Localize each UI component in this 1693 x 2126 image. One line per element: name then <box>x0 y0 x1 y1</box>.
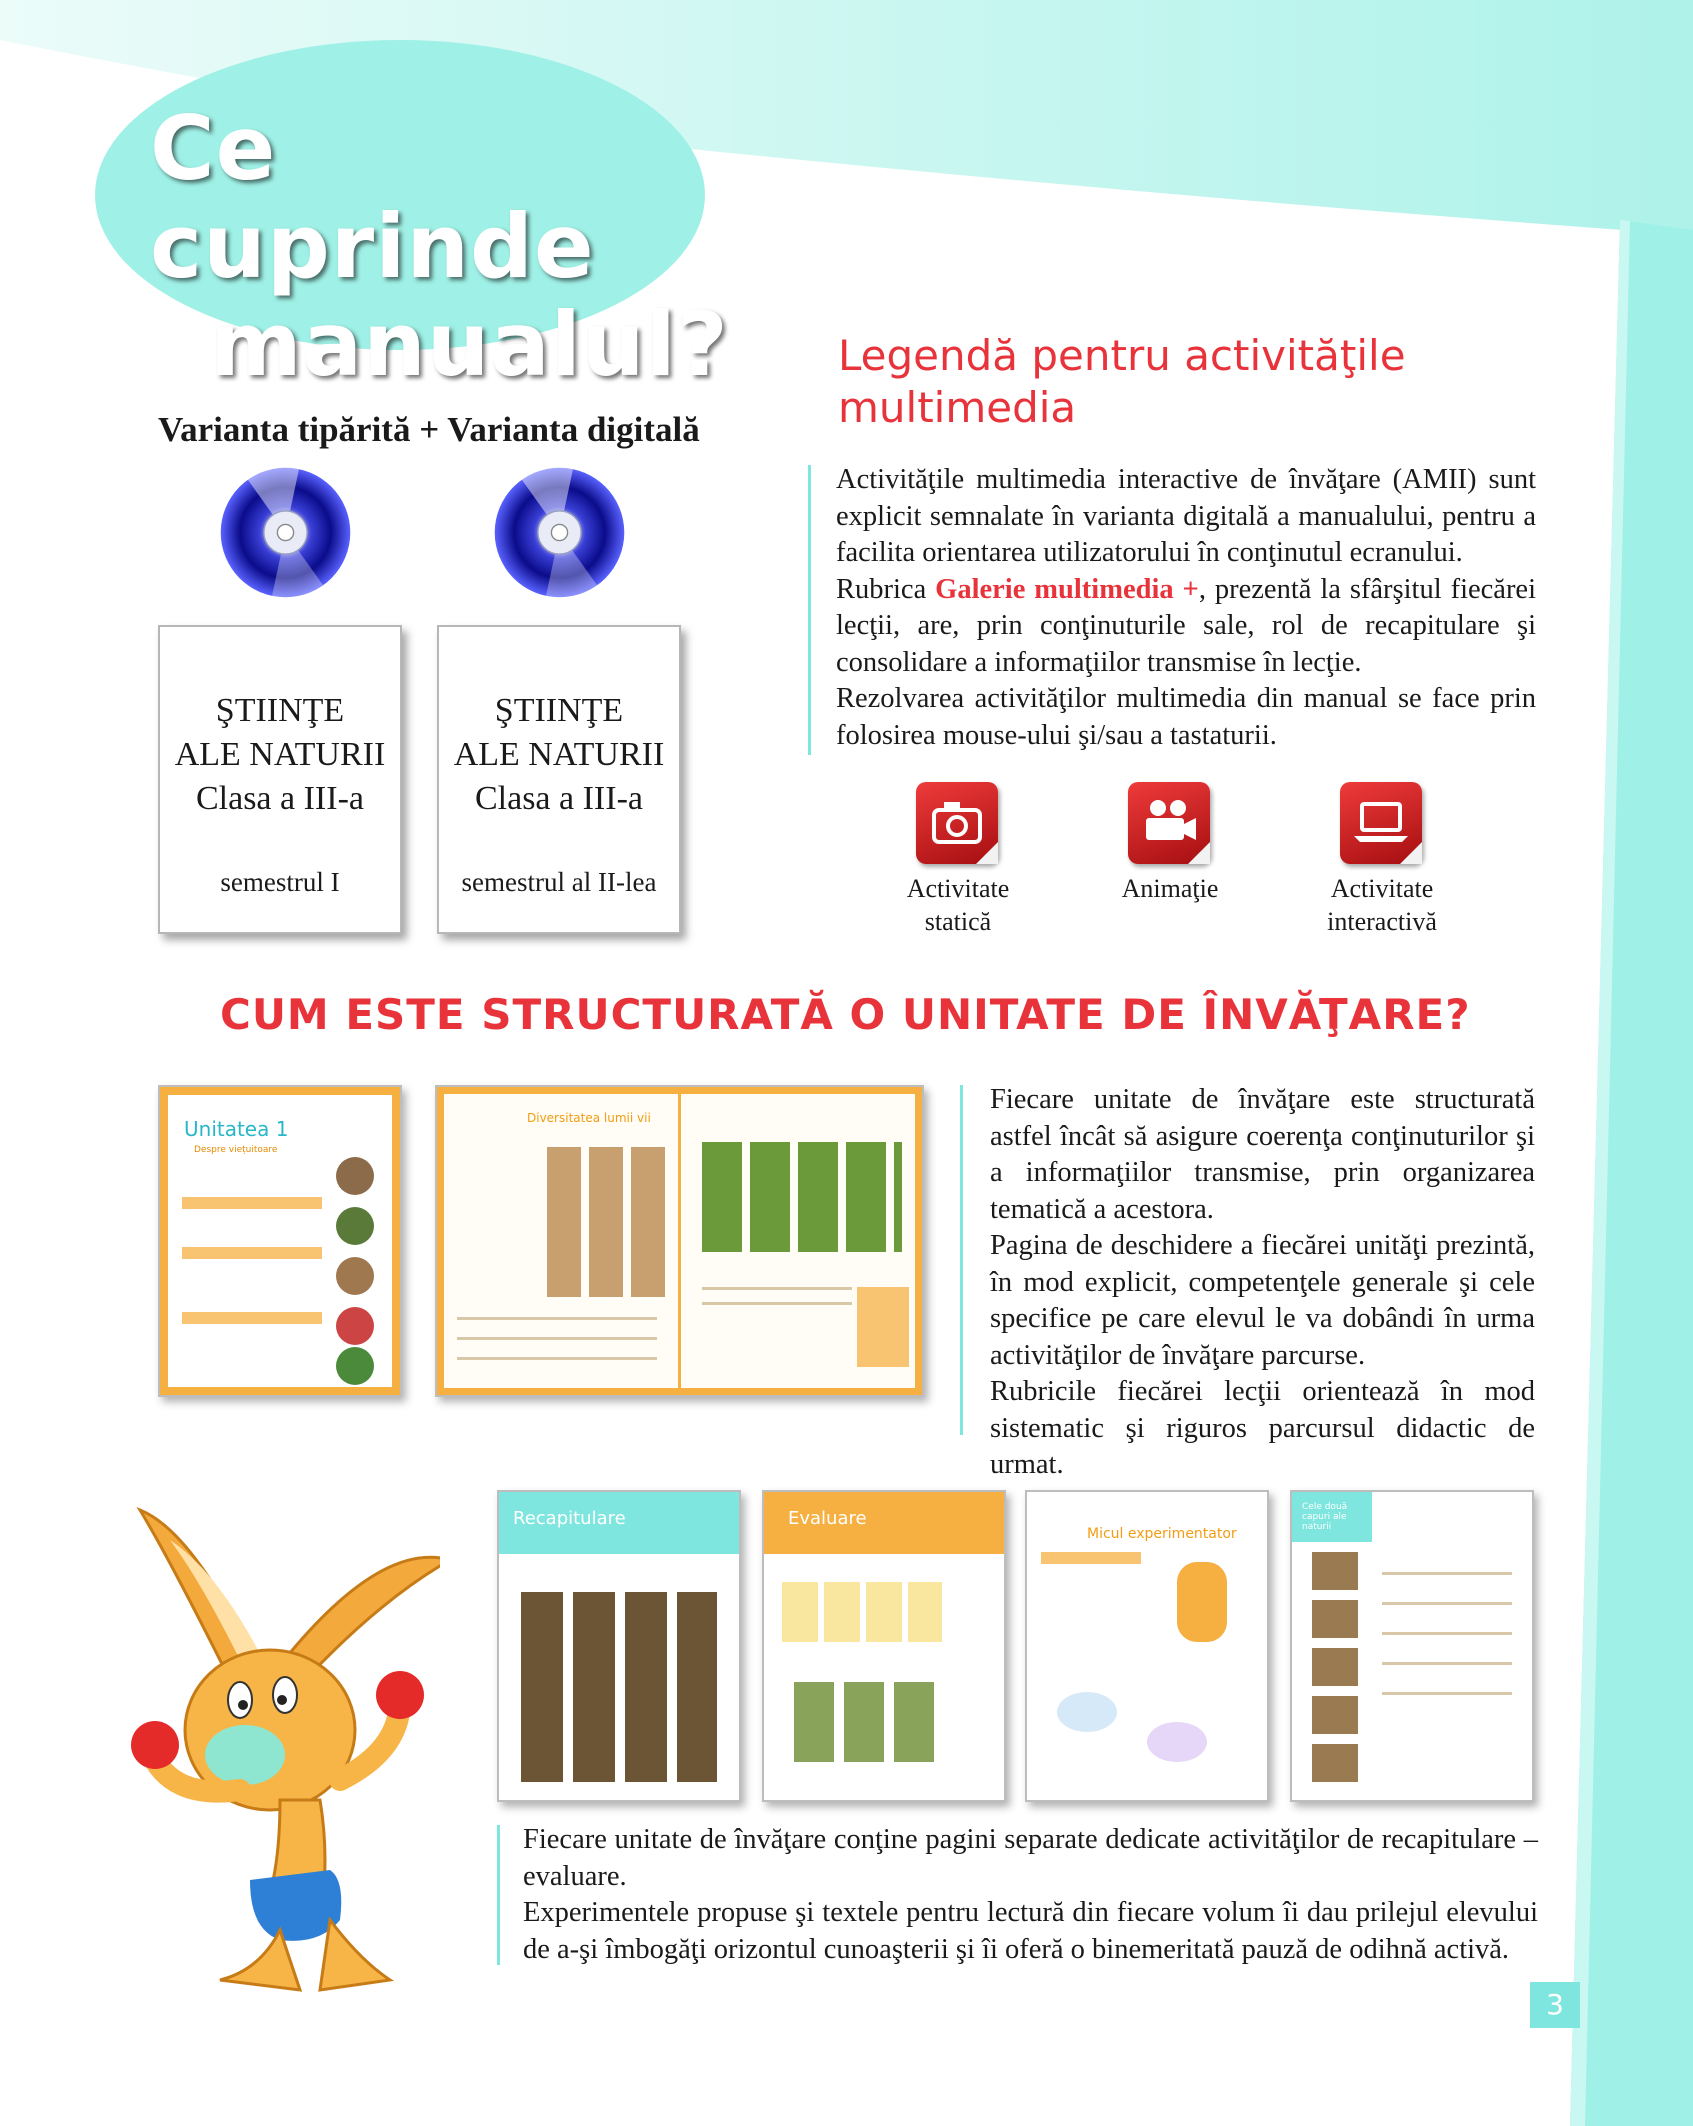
legend-paragraph: Rezolvarea activităţilor multimedia din manual se face prin folosirea mouse-ului şi/sau a tastaturii. <box>836 683 1536 751</box>
legend-title-line: multimedia <box>838 383 1077 432</box>
thumb-image-grid <box>547 1147 667 1297</box>
thumb-text-line <box>1382 1572 1512 1575</box>
pages-paragraph: Experimentele propuse şi textele pentru lectură din fiecare volum îi dau prilejul elevului de a-şi îmbogăţi orizontul cunoaşterii şi îi oferă o binemeritată pauză de odihnă activă. <box>523 1897 1538 1965</box>
legend-text <box>836 462 1536 754</box>
thumb-text-line <box>457 1337 657 1340</box>
unit-opening-thumbnail <box>158 1085 402 1397</box>
book-semester: semestrul al II-lea <box>461 867 657 897</box>
icon-label-line: Activitate <box>906 874 1010 903</box>
structure-paragraph: Pagina de deschidere a fiecărei unităţi prezintă, în mod explicit, competenţele generale şi cele specifice pe care elevul le va dobândi în urma activităţilor de învăţare parcurse. <box>990 1230 1535 1371</box>
book-title-line: ŞTIINŢE <box>215 692 345 729</box>
pages-divider <box>497 1825 500 1965</box>
thumb-figure <box>1147 1722 1207 1762</box>
thumb-label: Micul experimentator <box>1087 1526 1237 1542</box>
pages-paragraph: Fiecare unitate de învăţare conţine pagini separate dedicate activităţilor de recapitulare – evaluare. <box>523 1824 1538 1892</box>
thumb-label: Recapitulare <box>513 1508 626 1529</box>
book-title-line: Clasa a III-a <box>474 780 643 817</box>
galerie-multimedia-link: Galerie multimedia + <box>935 573 1199 605</box>
thumb-photo-column <box>1312 1552 1358 1782</box>
camera-icon <box>916 782 998 864</box>
thumb-text-line <box>702 1287 852 1290</box>
icon-label-animation <box>1070 872 1270 905</box>
evaluation-thumbnail <box>762 1490 1006 1802</box>
thumb-orange-band <box>182 1312 322 1324</box>
thumb-unit-subtitle: Despre viețuitoare <box>194 1145 278 1155</box>
thumb-photo <box>336 1257 374 1295</box>
thumb-side-note <box>857 1287 909 1367</box>
title-line-2: manualul? <box>210 293 729 396</box>
thumb-orange-band <box>1041 1552 1141 1564</box>
book-title-line: Clasa a III-a <box>195 780 364 817</box>
structure-divider <box>960 1085 963 1435</box>
book-title-line: ŞTIINŢE <box>494 692 624 729</box>
thumb-text-line <box>702 1302 852 1305</box>
icon-label-line: Animaţie <box>1121 874 1219 903</box>
variant-heading: Varianta tipărită + Varianta digitală <box>158 410 700 449</box>
lesson-spread-thumbnail <box>435 1085 924 1397</box>
thumb-text-line <box>1382 1692 1512 1695</box>
structure-paragraph: Rubricile fiecărei lecţii orientează în mod sistematic şi riguros parcursul didactic de urmat. <box>990 1376 1535 1480</box>
page-number: 3 <box>1530 1982 1580 2028</box>
title-line-1: Ce cuprinde <box>150 97 595 298</box>
legend-paragraph <box>836 572 1536 682</box>
icon-label-line: statică <box>924 907 992 936</box>
thumb-text-line <box>1382 1662 1512 1665</box>
book-card-sem2 <box>437 625 681 934</box>
structure-text <box>990 1082 1535 1484</box>
thumb-photo <box>336 1347 374 1385</box>
cd-icon <box>492 465 627 600</box>
laptop-icon <box>1340 782 1422 864</box>
legend-title-line: Legendă pentru activităţile <box>838 331 1406 380</box>
book-semester: semestrul I <box>220 867 340 897</box>
thumb-text-line <box>457 1317 657 1320</box>
icon-label-line: interactivă <box>1327 907 1437 936</box>
cd-icon <box>218 465 353 600</box>
thumb-photo <box>336 1157 374 1195</box>
thumb-orange-band <box>182 1247 322 1259</box>
recap-thumbnail <box>497 1490 741 1802</box>
thumb-text-line <box>1382 1632 1512 1635</box>
thumb-label: Cele două capuri ale naturii <box>1302 1502 1348 1532</box>
book-title <box>439 689 679 821</box>
thumb-figure <box>1177 1562 1227 1642</box>
structure-heading: CUM ESTE STRUCTURATĂ O UNITATE DE ÎNVĂŢARE? <box>220 990 1471 1039</box>
thumb-image-grid <box>794 1682 934 1762</box>
structure-paragraph: Fiecare unitate de învăţare este structurată astfel încât să asigure coerenţa conţinuturilor şi a informaţiilor transmise, prin organizarea tematică a acestora. <box>990 1084 1535 1225</box>
thumb-text-line <box>457 1357 657 1360</box>
legend-divider <box>808 465 811 755</box>
thumb-image-grid <box>702 1142 902 1252</box>
rabbit-mascot-icon <box>130 1500 440 2000</box>
thumb-text-line <box>1382 1602 1512 1605</box>
thumb-label: Evaluare <box>788 1508 867 1529</box>
icon-label-static <box>858 872 1058 938</box>
legend-text-span: , prezentă la sfârşitul fiecărei lecţii, are, prin conţinuturile sale, rol de recapitulare şi consolidare a informaţiilor transmise în lecţie. <box>836 573 1536 678</box>
book-card-sem1 <box>158 625 402 934</box>
book-title-line: ALE NATURII <box>453 736 665 773</box>
legend-paragraph: Activităţile multimedia interactive de învăţare (AMII) sunt explicit semnalate în varianta digitală a manualului, pentru a facilita orientarea utilizatorului în conţinutul ecranului. <box>836 464 1536 568</box>
icon-label-line: Activitate <box>1330 874 1434 903</box>
thumb-photo <box>336 1207 374 1245</box>
legend-title <box>838 330 1458 434</box>
icon-label-interactive <box>1282 872 1482 938</box>
legend-text-span: Rubrica <box>836 573 936 605</box>
thumb-spine <box>678 1087 681 1395</box>
thumb-spread-title: Diversitatea lumii vii <box>527 1111 651 1125</box>
pages-text <box>523 1822 1538 1968</box>
book-title <box>160 689 400 821</box>
thumb-sticky-notes <box>782 1582 942 1642</box>
book-title-line: ALE NATURII <box>174 736 386 773</box>
thumb-unit-title: Unitatea 1 <box>184 1117 289 1141</box>
reading-thumbnail <box>1290 1490 1534 1802</box>
thumb-image-grid <box>521 1592 717 1782</box>
thumb-figure <box>1057 1692 1117 1732</box>
page-title <box>150 97 729 396</box>
thumb-orange-band <box>182 1197 322 1209</box>
experiment-thumbnail <box>1025 1490 1269 1802</box>
film-camera-icon <box>1128 782 1210 864</box>
thumb-photo <box>336 1307 374 1345</box>
